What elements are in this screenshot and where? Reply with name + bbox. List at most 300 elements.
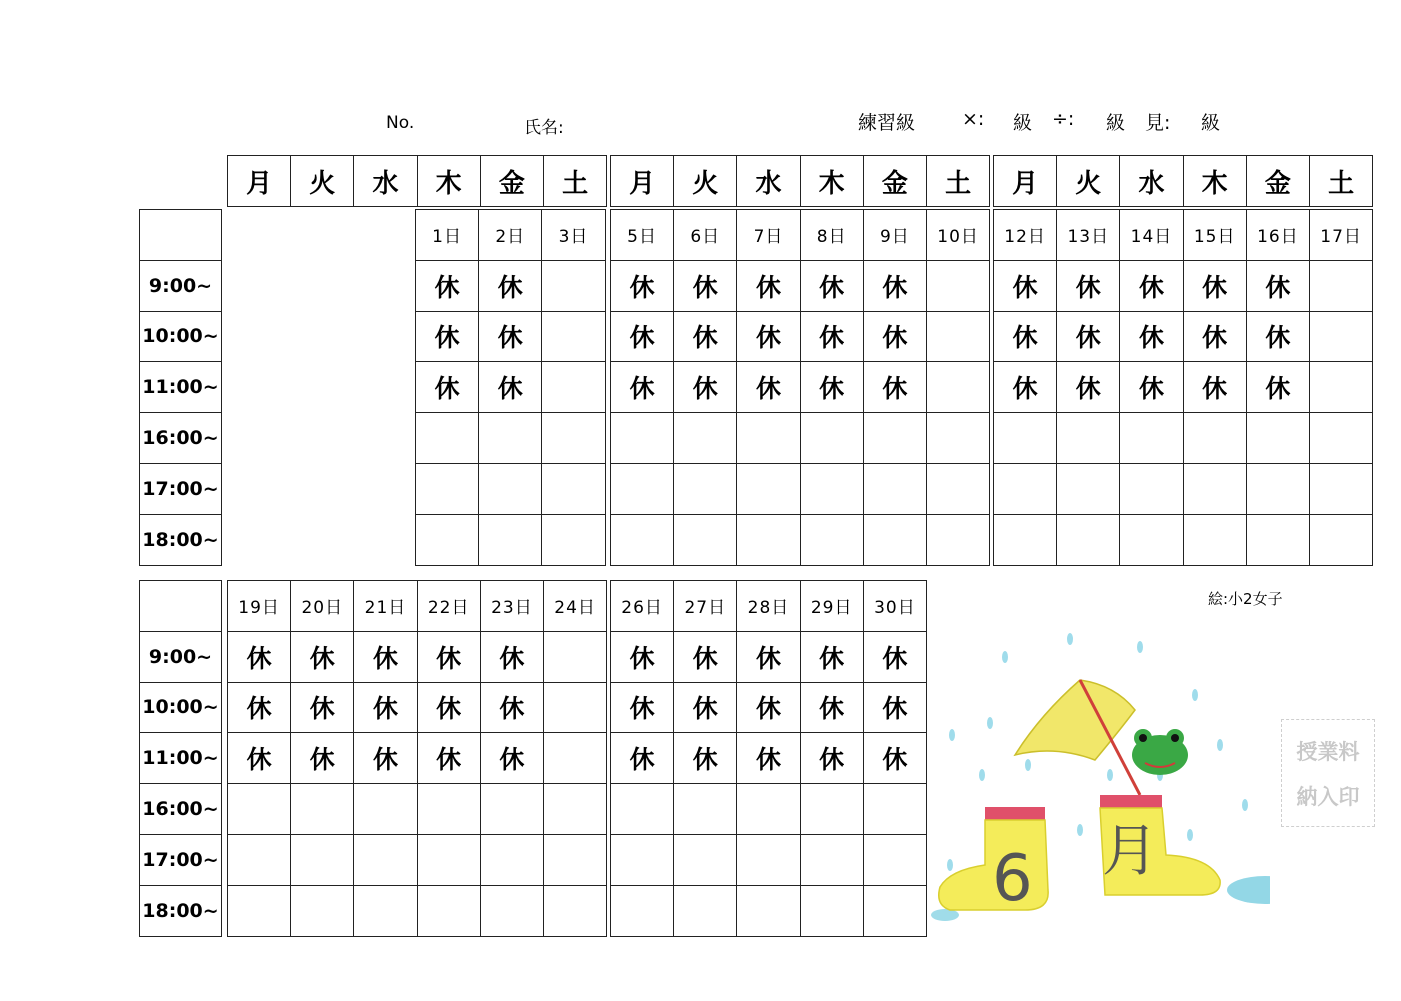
weekday-cell [610,155,674,207]
date-cell [227,580,291,632]
rest-cell [673,732,737,784]
empty-slot [736,463,800,515]
empty-slot [1183,412,1247,464]
date-cell-text: 13日 [1067,227,1110,248]
date-cell [290,580,354,632]
rest-cell-text: 休 [882,745,908,775]
mul-label: ×: [962,108,985,130]
date-cell [863,209,927,261]
empty-slot [863,783,927,835]
empty-slot [478,514,542,566]
rest-cell-text: 休 [882,374,908,404]
rest-cell-text: 休 [1202,323,1228,353]
weekday-cell [1119,155,1183,207]
rest-cell [417,631,481,683]
rest-cell [480,682,544,734]
rest-cell-text: 休 [629,694,655,724]
empty-slot [800,783,864,835]
date-cell [993,209,1057,261]
rest-cell-text: 休 [692,323,718,353]
rest-cell [1183,361,1247,413]
rest-cell-text: 休 [246,745,272,775]
date-cell [800,209,864,261]
empty-slot [800,463,864,515]
no-label: No. [386,113,415,133]
rest-cell-text: 休 [1138,272,1164,302]
weekday-cell-text: 木 [435,168,462,199]
name-label: 氏名: [524,118,564,138]
empty-slot [1119,412,1183,464]
rest-cell [863,732,927,784]
umbrella [1015,680,1140,795]
empty-slot [290,783,354,835]
time-label [139,412,222,464]
rest-cell [290,631,354,683]
empty-slot [543,885,607,937]
rain-boots-frog-illustration [930,625,1270,925]
empty-slot [673,463,737,515]
date-cell-text: 22日 [427,598,470,619]
rest-cell-text: 休 [1075,374,1101,404]
weekday-cell [736,155,800,207]
empty-slot [610,412,674,464]
date-cell [736,209,800,261]
empty-slot [1183,514,1247,566]
empty-slot [800,834,864,886]
mitori-level: 級 [1201,112,1221,134]
rest-cell [610,732,674,784]
time-label [139,311,222,363]
rest-cell [1246,260,1310,312]
rest-cell-text: 休 [755,694,781,724]
rest-cell-text: 休 [819,323,845,353]
time-label-text: 18:00~ [142,528,219,551]
rest-cell [993,311,1057,363]
weekday-cell [353,155,417,207]
empty-slot [1309,361,1373,413]
rest-cell-text: 休 [1012,272,1038,302]
rest-cell [610,260,674,312]
empty-slot [1119,514,1183,566]
time-label-text: 16:00~ [142,427,219,450]
time-label [139,463,222,515]
rest-cell [1056,260,1120,312]
empty-slot [480,885,544,937]
date-cell [543,580,607,632]
empty-slot [1246,514,1310,566]
empty-slot [610,463,674,515]
rest-cell-text: 休 [1012,323,1038,353]
time-label [139,260,222,312]
date-cell-text: 20日 [301,598,344,619]
weekday-cell [290,155,354,207]
rest-cell-text: 休 [819,745,845,775]
empty-slot [541,361,605,413]
weekday-cell-text: 水 [755,168,782,199]
time-label-text: 17:00~ [142,848,219,871]
time-label-text: 17:00~ [142,477,219,500]
date-cell [541,209,605,261]
rest-cell [736,260,800,312]
weekday-cell-text: 火 [692,168,719,199]
date-cell-text: 5日 [627,227,657,248]
time-label-text: 18:00~ [142,899,219,922]
empty-slot [673,885,737,937]
rest-cell [478,311,542,363]
empty-slot [926,412,990,464]
date-cell-text: 23日 [491,598,533,619]
rest-cell-text: 休 [436,643,462,673]
rest-cell-text: 休 [629,272,655,302]
time-label [139,732,222,784]
rest-cell [610,631,674,683]
div-label: ÷: [1052,108,1075,130]
rest-cell-text: 休 [434,374,460,404]
empty-slot [736,834,800,886]
rest-cell-text: 休 [629,643,655,673]
empty-slot [673,834,737,886]
date-cell [1056,209,1120,261]
empty-slot [353,885,417,937]
empty-slot [480,834,544,886]
rest-cell-text: 休 [309,643,335,673]
rest-cell-text: 休 [755,745,781,775]
rest-cell [353,682,417,734]
empty-slot [1309,463,1373,515]
month-kanji: 月 [1102,819,1158,884]
weekday-cell [863,155,927,207]
rest-cell-text: 休 [819,643,845,673]
empty-slot [1309,311,1373,363]
time-label [139,514,222,566]
stamp-line-2: 納入印 [1296,784,1360,809]
weekday-cell [993,155,1057,207]
empty-slot [541,311,605,363]
date-cell-text: 3日 [558,227,589,248]
rest-cell-text: 休 [819,272,845,302]
empty-slot [1119,463,1183,515]
weekday-cell-text: 土 [562,168,589,199]
rest-cell-text: 休 [755,643,781,673]
frog [1132,729,1188,775]
rest-cell [480,732,544,784]
rest-cell [863,631,927,683]
rest-cell [1056,361,1120,413]
empty-slot [290,834,354,886]
rest-cell [415,361,479,413]
empty-slot [543,834,607,886]
date-cell [800,580,864,632]
empty-slot [417,834,481,886]
date-cell [926,209,990,261]
weekday-cell-text: 木 [818,168,845,199]
empty-slot [800,412,864,464]
date-cell [863,580,927,632]
illustration-credit: 絵:小2女子 [1208,590,1283,608]
weekday-cell [417,155,481,207]
empty-slot [736,514,800,566]
weekday-cell [227,155,291,207]
weekday-cell [480,155,544,207]
empty-slot [800,514,864,566]
rest-cell-text: 休 [309,694,335,724]
time-label [139,361,222,413]
date-cell-text: 9日 [879,227,910,248]
rest-cell-text: 休 [1265,374,1291,404]
rest-cell-text: 休 [692,694,718,724]
date-cell-text: 7日 [753,227,784,248]
rest-cell-text: 休 [1075,323,1101,353]
rest-cell [227,682,291,734]
time-header-blank [139,580,222,632]
rest-cell [736,631,800,683]
date-cell [415,209,479,261]
empty-slot [415,463,479,515]
time-label-text: 11:00~ [142,747,219,770]
empty-slot [1246,463,1310,515]
time-label-text: 10:00~ [142,696,219,719]
empty-slot [736,412,800,464]
rest-cell [1183,311,1247,363]
time-label-text: 11:00~ [142,376,219,399]
date-cell-text: 24日 [554,598,596,619]
empty-slot [1309,514,1373,566]
rest-cell [863,361,927,413]
empty-slot [1056,412,1120,464]
empty-slot [541,463,605,515]
empty-slot [353,834,417,886]
rest-cell [478,260,542,312]
date-cell [478,209,542,261]
weekday-cell-text: 水 [372,168,399,199]
rest-cell [415,260,479,312]
empty-slot [543,732,607,784]
weekday-cell-text: 月 [1012,168,1039,199]
empty-slot [610,783,674,835]
date-cell [353,580,417,632]
month-digit: 6 [992,842,1033,916]
rest-cell-text: 休 [246,643,272,673]
rest-cell-text: 休 [755,374,781,404]
time-header-blank [139,209,222,261]
rest-cell [227,631,291,683]
rest-cell [863,260,927,312]
rest-cell [353,631,417,683]
rest-cell-text: 休 [436,745,462,775]
div-level: 級 [1106,112,1126,134]
empty-slot [1246,412,1310,464]
rest-cell [417,682,481,734]
rest-cell-text: 休 [755,323,781,353]
rest-cell [736,682,800,734]
rest-cell [353,732,417,784]
date-cell-text: 30日 [874,598,916,619]
empty-slot [478,412,542,464]
empty-slot [610,885,674,937]
date-cell-text: 10日 [937,227,979,248]
rest-cell [610,682,674,734]
date-cell-text: 1日 [432,227,462,248]
empty-slot [673,514,737,566]
time-label-text: 10:00~ [142,325,219,348]
rest-cell-text: 休 [372,745,398,775]
rest-cell [1246,361,1310,413]
empty-slot [541,412,605,464]
rest-cell [610,361,674,413]
rest-cell-text: 休 [692,643,718,673]
weekday-cell [1246,155,1310,207]
empty-slot [415,514,479,566]
tuition-stamp-box [1281,719,1375,827]
rest-cell-text: 休 [1138,374,1164,404]
rest-cell [673,682,737,734]
mul-level: 級 [1013,112,1033,134]
rest-cell-text: 休 [629,323,655,353]
rest-cell-text: 休 [1265,323,1291,353]
rest-cell-text: 休 [499,643,525,673]
empty-slot [993,412,1057,464]
date-cell [1119,209,1183,261]
rest-cell-text: 休 [1138,323,1164,353]
rest-cell [417,732,481,784]
rest-cell-text: 休 [1075,272,1101,302]
empty-slot [800,885,864,937]
rest-cell-text: 休 [882,694,908,724]
rest-cell-text: 休 [246,694,272,724]
empty-slot [543,631,607,683]
rest-cell-text: 休 [755,272,781,302]
date-cell-text: 12日 [1004,227,1046,248]
empty-slot [1056,463,1120,515]
practice-level-label: 練習級 [858,112,916,134]
rest-cell [736,732,800,784]
weekday-cell [800,155,864,207]
weekday-cell [1309,155,1373,207]
rest-cell [1119,260,1183,312]
rest-cell-text: 休 [499,745,525,775]
rest-cell [800,311,864,363]
empty-slot [227,834,291,886]
date-cell-text: 14日 [1130,227,1173,248]
date-cell-text: 2日 [495,227,526,248]
rest-cell [415,311,479,363]
empty-slot [415,412,479,464]
rest-cell [736,361,800,413]
date-cell [480,580,544,632]
empty-slot [736,783,800,835]
rest-cell-text: 休 [629,374,655,404]
empty-slot [227,783,291,835]
empty-slot [736,885,800,937]
time-label [139,682,222,734]
time-label [139,834,222,886]
weekday-cell [1183,155,1247,207]
empty-slot [610,514,674,566]
empty-slot [353,783,417,835]
rest-cell [800,260,864,312]
rest-cell-text: 休 [497,272,523,302]
empty-slot [610,834,674,886]
date-cell [1183,209,1247,261]
rest-cell-text: 休 [497,323,523,353]
empty-slot [863,412,927,464]
date-cell-text: 19日 [238,598,280,619]
rest-cell-text: 休 [497,374,523,404]
empty-slot [993,514,1057,566]
date-cell-text: 29日 [810,598,853,619]
puddle-small [931,909,959,921]
weekday-cell [543,155,607,207]
empty-slot [227,885,291,937]
boot-right [1100,795,1220,895]
rest-cell-text: 休 [819,374,845,404]
time-label [139,783,222,835]
rest-cell-text: 休 [372,643,398,673]
empty-slot [417,885,481,937]
empty-slot [478,463,542,515]
rest-cell [736,311,800,363]
rest-cell [800,631,864,683]
rest-cell-text: 休 [882,643,908,673]
rest-cell [610,311,674,363]
date-cell [673,580,737,632]
rest-cell-text: 休 [1012,374,1038,404]
rest-cell-text: 休 [629,745,655,775]
empty-slot [290,885,354,937]
rest-cell-text: 休 [1265,272,1291,302]
date-cell-text: 16日 [1257,227,1299,248]
weekday-cell [1056,155,1120,207]
rest-cell-text: 休 [434,323,460,353]
time-label-text: 9:00~ [148,645,213,668]
date-cell [736,580,800,632]
date-cell [673,209,737,261]
time-label [139,631,222,683]
rest-cell [673,260,737,312]
weekday-cell-text: 木 [1201,168,1228,199]
puddle [1227,876,1270,904]
time-label-text: 16:00~ [142,798,219,821]
empty-slot [480,783,544,835]
rest-cell [290,732,354,784]
rest-cell [227,732,291,784]
empty-slot [541,260,605,312]
rest-cell [478,361,542,413]
rest-cell [1056,311,1120,363]
rest-cell [1183,260,1247,312]
rest-cell-text: 休 [1202,374,1228,404]
rest-cell [673,631,737,683]
date-cell-text: 17日 [1320,227,1362,248]
boot-left [939,807,1048,916]
date-cell-text: 26日 [621,598,663,619]
rest-cell-text: 休 [882,272,908,302]
date-cell-text: 28日 [747,598,790,619]
date-cell [610,209,674,261]
empty-slot [1309,412,1373,464]
rest-cell-text: 休 [434,272,460,302]
rest-cell [290,682,354,734]
empty-slot [863,514,927,566]
weekday-cell-text: 土 [1328,168,1355,199]
weekday-cell-text: 月 [629,168,656,199]
weekday-cell-text: 火 [309,168,336,199]
weekday-cell-text: 金 [498,168,525,199]
rest-cell [1119,311,1183,363]
date-cell-text: 21日 [364,598,407,619]
date-cell-text: 15日 [1193,227,1236,248]
rest-cell [1246,311,1310,363]
